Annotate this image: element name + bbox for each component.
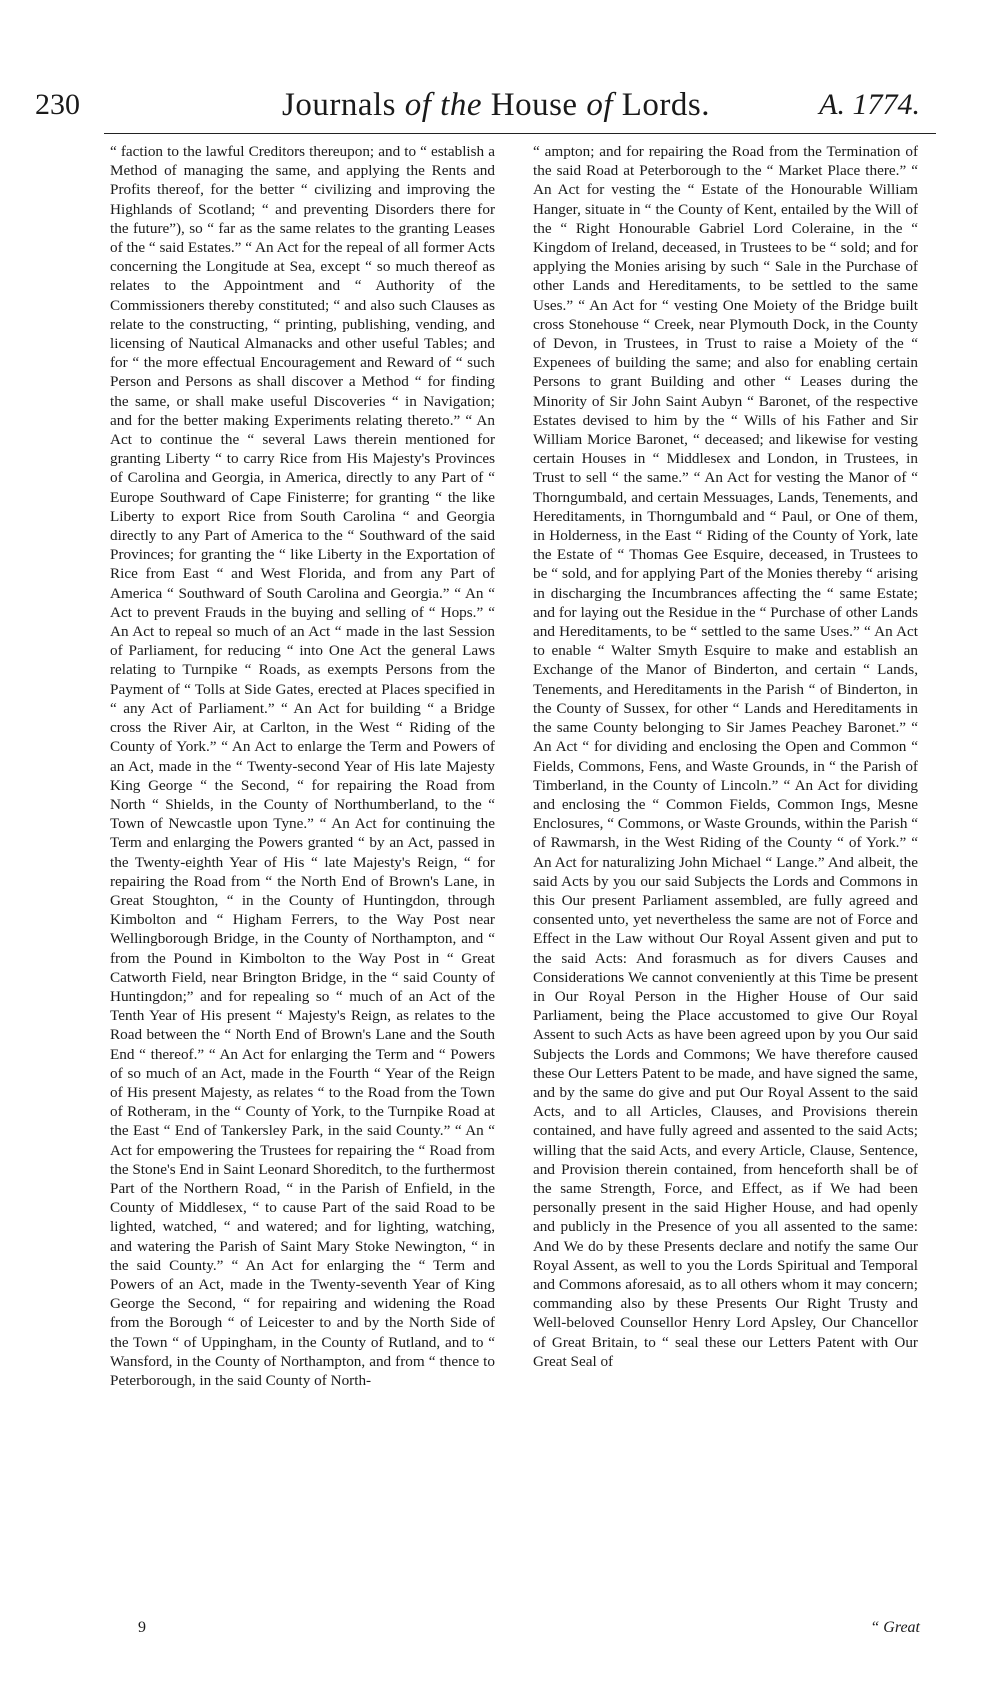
running-title-part: House	[481, 87, 587, 123]
running-title-part: Lords.	[612, 87, 710, 123]
running-title-part: of the	[404, 87, 482, 123]
signature-mark: 9	[138, 1619, 146, 1636]
left-column-text: “ faction to the lawful Creditors thereupon; and to “ establish a Method of managing the same, and applying the Rents and Profits thereof, for the better “ civilizing and improving the Highlands of Scotland; “ and preventing Disorders there for the future”), so “ far as the same relates to the granting Leases of the “ said Estates.” “ An Act for the repeal of all former Acts concerning the Longitude at Sea, except “ so much thereof as relates to the Appointment and “ Authority of the Commissioners thereby constituted; “ and also such Clauses as relate to the constructing, “ printing, publishing, vending, and licensing of Nautical Almanacks and other useful Tables; and for “ the more effectual Encouragement and Reward of “ such Person and Persons as shall discover a Method “ for finding the same, or shall make useful Discoveries “ in Navigation; and for the better making Experiments relating thereto.” “ An Act to continue the “ several Laws therein mentioned for granting Liberty “ to carry Rice from His Majesty's Provinces of Carolina and Georgia, in America, directly to any Part of “ Europe Southward of Cape Finisterre; for granting “ the like Liberty to export Rice from South Carolina “ and Georgia directly to any Part of America to the “ Southward of the said Provinces; for granting the “ like Liberty in the Exportation of Rice from East “ and West Florida, and from any Part of America “ Southward of South Carolina and Georgia.” “ An “ Act to prevent Frauds in the buying and selling of “ Hops.” “ An Act to repeal so much of an Act “ made in the last Session of Parliament, for reducing “ into One Act the general Laws relating to Turnpike “ Roads, as exempts Persons from the Payment of “ Tolls at Side Gates, erected at Places specified in “ any Act of Parliament.” “ An Act for building “ a Bridge cross the River Air, at Carlton, in the West “ Riding of the County of York.” “ An Act to enlarge the Term and Powers of an Act, made in the “ Twenty-second Year of His late Majesty King George “ the Second, “ for repairing the Road from North “ Shields, in the County of Northumberland, to the “ Town of Newcastle upon Tyne.” “ An Act for continuing the Term and enlarging the Powers granted “ by an Act, passed in the Twenty-eighth Year of His “ late Majesty's Reign, “ for repairing the Road from “ the North End of Brown's Lane, in Great Stoughton, “ in the County of Huntingdon, through Kimbolton and “ Higham Ferrers, to the Way Post near Wellingborough Bridge, in the County of Northampton, and “ from the Pound in Kimbolton to the Way Post in “ Great Catworth Field, near Brington Bridge, in the “ said County of Huntingdon;” and for repealing so “ much of an Act of the Tenth Year of His present “ Majesty's Reign, as relates to the Road between the “ North End of Brown's Lane and the South End “ thereof.” “ An Act for enlarging the Term and “ Powers of so much of an Act, made in the Fourth “ Year of the Reign of His present Majesty, as relates “ to the Road from the Town of Rotheram, in the “ County of York, to the Turnpike Road at the East “ End of Tankersley Park, in the said County.” “ An “ Act for empowering the Trustees for repairing the “ Road from the Stone's End in Saint Leonard Shoreditch, to the furthermost Part of the Northern Road, “ in the Parish of Enfield, in the County of Middlesex, “ to cause Part of the said Road to be lighted, watched, “ and watered; and for lighting, watching, and watering the Parish of Saint Mary Stoke Newington, “ in the said County.” “ An Act for enlarging the “ Term and Powers of an Act, made in the Twenty-seventh Year of King George the Second, “ for repairing and widening the Road from the Borough “ of Leicester to and by the North Side of the Town “ of Uppingham, in the County of Rutland, and to “ Wansford, in the County of Northampton, and from “ thence to Peterborough, in the said County of North-	[110, 143, 495, 1389]
running-title-part: Journals	[282, 87, 405, 123]
right-column	[533, 142, 918, 1612]
right-column-text: “ ampton; and for repairing the Road from the Termination of the said Road at Peterborough to the “ Market Place there.” “ An Act for vesting the “ Estate of the Honourable William Hanger, situate in “ the County of Kent, entailed by the Will of the “ Right Honourable Gabriel Lord Coleraine, in the “ Kingdom of Ireland, deceased, in Trustees to be “ sold; and for applying the Monies arising by such “ Sale in the Purchase of other Lands and Hereditaments, to be settled to the same Uses.” “ An Act for “ vesting One Moiety of the Bridge built cross Stonehouse “ Creek, near Plymouth Dock, in the County of Devon, in Trustees, in Trust to raise a Moiety of the “ Expenees of building the same; and also for enabling certain Persons to grant Building and other “ Leases during the Minority of Sir John Saint Aubyn “ Baronet, of the respective Estates devised to him by the “ Wills of his Father and Sir William Morice Baronet, “ deceased; and likewise for vesting certain Houses in “ Middlesex and London, in Trustees, in Trust to sell “ the same.” “ An Act for vesting the Manor of “ Thorngumbald, and certain Messuages, Lands, Tenements, and Hereditaments, in Thorngumbald and “ Paul, or One of them, in Holderness, in the East “ Riding of the County of York, late the Estate of “ Thomas Gee Esquire, deceased, in Trustees to be “ sold, and for applying Part of the Monies thereby “ arising in discharging the Incumbrances affecting the “ same Estate; and for laying out the Residue in the “ Purchase of other Lands and Hereditaments, to be “ settled to the same Uses.” “ An Act to enable “ Walter Smyth Esquire to make and establish an Exchange of the Manor of Binderton, and certain “ Lands, Tenements, and Hereditaments in the Parish “ of Binderton, in the County of Sussex, for other “ Lands and Hereditaments in the same County belonging to Sir James Peachey Baronet.” “ An Act “ for dividing and enclosing the Open and Common “ Fields, Commons, Fens, and Waste Grounds, in “ the Parish of Timberland, in the County of Lincoln.” “ An Act for dividing and enclosing the “ Common Fields, Common Ings, Mesne Enclosures, “ Commons, or Waste Grounds, within the Parish “ of Rawmarsh, in the West Riding of the County “ of York.” “ An Act for naturalizing John Michael “ Lange.” And albeit, the said Acts by you our said Subjects the Lords and Commons in this Our present Parliament assembled, are fully agreed and consented unto, yet nevertheless the same are not of Force and Effect in the Law without Our Royal Assent given and put to the said Acts: And forasmuch as for divers Causes and Considerations We cannot conveniently at this Time be present in Our Royal Person in the Higher House of Our said Parliament, being the Place accustomed to give Our Royal Assent to such Acts as have been agreed upon by you Our said Subjects the Lords and Commons; We have therefore caused these Our Letters Patent to be made, and have signed the same, and by the same do give and put Our Royal Assent to the said Acts, and to all Articles, Clauses, and Provisions therein contained, and have fully agreed and assented to the said Acts; willing that the said Acts, and every Article, Clause, Sentence, and Provision therein contained, from henceforth shall be of the same Strength, Force, and Effect, as if We had been personally present in the said Higher House, and had openly and publicly in the Presence of you all assented to the same: And We do by these Presents declare and notify the same Our Royal Assent, as well to you the Lords Spiritual and Temporal and Commons aforesaid, as to all others whom it may concern; commanding also by these Presents Our Right Trusty and Well-beloved Counsellor Henry Lord Apsley, Our Chancellor of Great Britain, to “ seal these our Letters Patent with Our Great Seal of	[533, 143, 918, 1370]
page-number: 230	[35, 88, 80, 121]
header-rule	[104, 133, 936, 134]
page-header	[0, 85, 992, 135]
left-column	[110, 142, 495, 1612]
catchword: “ Great	[870, 1619, 920, 1636]
running-title-part: of	[586, 87, 613, 123]
year-label: A. 1774.	[819, 88, 920, 121]
